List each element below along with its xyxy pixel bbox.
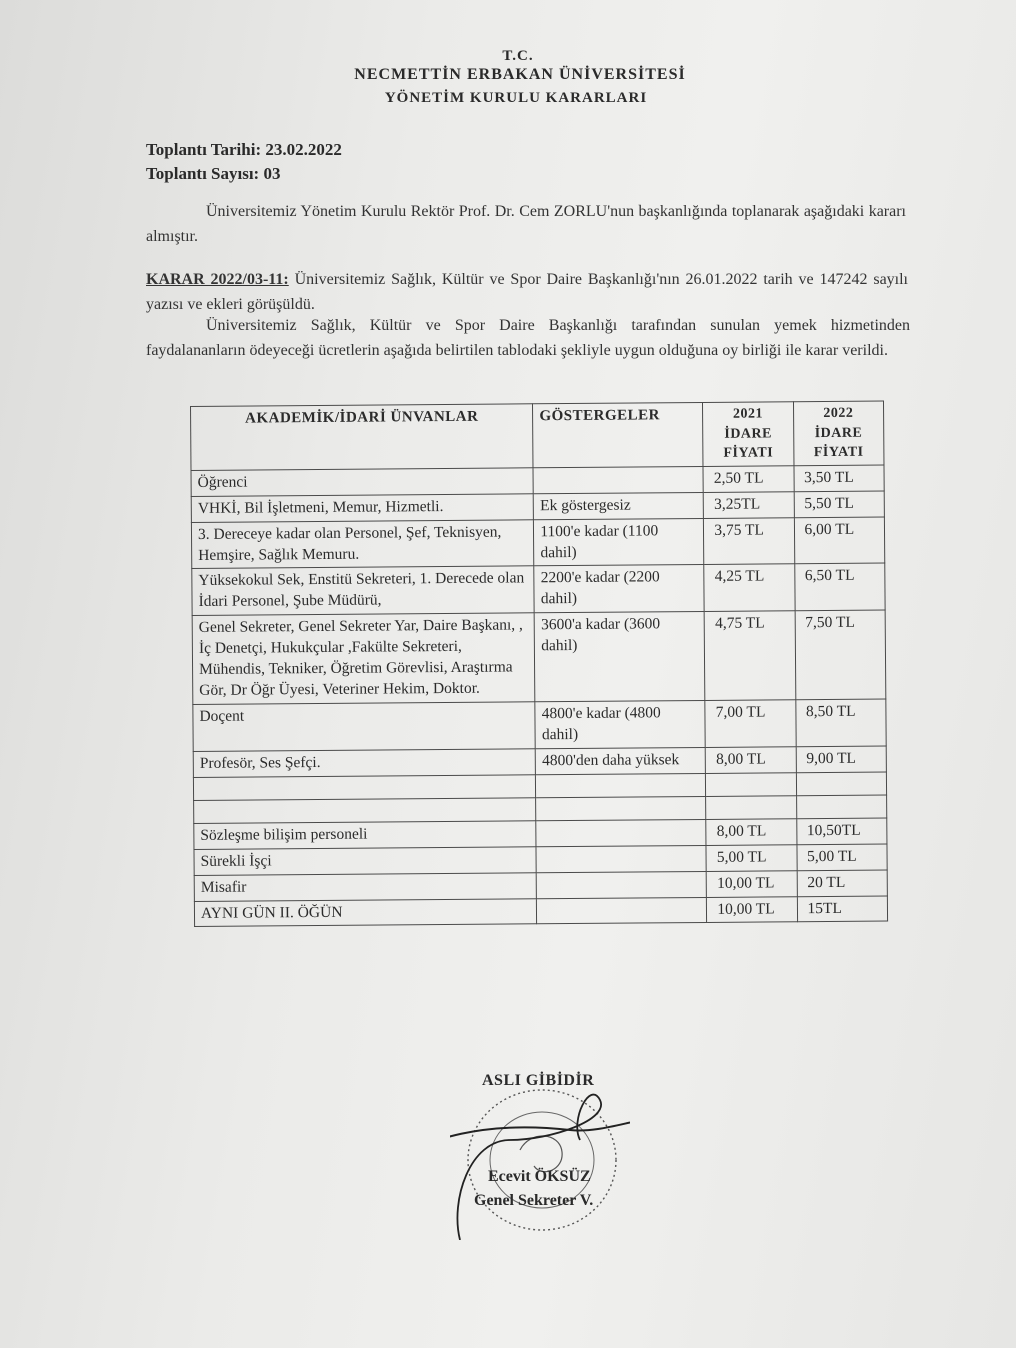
table-row xyxy=(191,517,884,569)
row-indicator: 2200'e kadar (2200 dahil) xyxy=(534,565,704,613)
header-2022: 2022 İDARE FİYATI xyxy=(793,401,884,465)
row-price-2021: 10,00 TL xyxy=(707,896,797,923)
intro-paragraph: Üniversitemiz Yönetim Kurulu Rektör Prof. Dr. Cem ZORLU'nun başkanlığında toplanarak aşağıdaki kararı almıştır. xyxy=(146,203,906,245)
row-price-2021: 5,00 TL xyxy=(706,844,796,871)
row-indicator xyxy=(533,466,703,493)
row-title: Yüksekokul Sek, Enstitü Sekreteri, 1. Derecede olan İdari Personel, Şube Müdürü, xyxy=(192,566,535,616)
row-title: 3. Dereceye kadar olan Personel, Şef, Teknisyen, Hemşire, Sağlık Memuru. xyxy=(191,519,534,569)
row-price-2021: 8,00 TL xyxy=(706,819,796,846)
row-price-2021: 8,00 TL xyxy=(706,747,796,774)
resolution-paragraph: Üniversitemiz Sağlık, Kültür ve Spor Daire Başkanlığı tarafından sunulan yemek hizmetinden faydalananların ödeyeceği ücretlerin aşağıda belirtilen tablodaki şekliyle uygun olduğuna oy birliği ile karar verildi. xyxy=(146,317,910,359)
row-indicator xyxy=(537,871,707,898)
header-2021: 2021 İDARE FİYATI xyxy=(703,402,794,466)
row-indicator xyxy=(536,845,706,872)
table-row xyxy=(193,699,886,751)
table-row xyxy=(192,564,885,616)
stamp-text: ASLI GİBİDİR xyxy=(482,1072,595,1089)
decision-label: KARAR 2022/03-11: xyxy=(146,271,289,288)
row-price-2022: 20 TL xyxy=(797,870,888,897)
row-price-2022 xyxy=(796,772,887,796)
row-price-2021: 3,25TL xyxy=(704,491,794,518)
row-price-2022: 5,50 TL xyxy=(794,491,885,518)
row-title: Misafir xyxy=(194,872,537,901)
row-price-2021 xyxy=(706,796,796,820)
signatory-name: Ecevit ÖKSÜZ xyxy=(488,1168,591,1185)
row-price-2021: 4,25 TL xyxy=(704,564,795,612)
meeting-date: Toplantı Tarihi: 23.02.2022 xyxy=(146,140,342,159)
row-indicator: 1100'e kadar (1100 dahil) xyxy=(534,518,704,566)
row-price-2021: 2,50 TL xyxy=(703,466,793,493)
row-price-2022 xyxy=(796,795,887,819)
row-title: Öğrenci xyxy=(191,468,534,497)
meeting-number: Toplantı Sayısı: 03 xyxy=(146,164,281,183)
row-price-2022: 8,50 TL xyxy=(795,699,886,747)
table-row xyxy=(192,610,886,704)
row-price-2021: 4,75 TL xyxy=(704,611,795,700)
row-title: Genel Sekreter, Genel Sekreter Yar, Daire Başkanı, , İç Denetçi, Hukukçular ,Fakülte Sekreteri, Mühendis, Tekniker, Öğretim Görevlisi, Araştırma Gör, Dr Öğr Üyesi, Veteriner Hekim, Doktor. xyxy=(192,613,535,704)
row-price-2022: 15TL xyxy=(797,896,888,923)
row-title: Doçent xyxy=(193,702,536,752)
row-price-2022: 9,00 TL xyxy=(796,746,887,773)
row-price-2022: 5,00 TL xyxy=(796,844,887,871)
row-price-2022: 10,50TL xyxy=(796,818,887,845)
row-indicator: Ek göstergesiz xyxy=(534,492,704,519)
header-title: AKADEMİK/İDARİ ÜNVANLAR xyxy=(191,404,534,470)
header-board: YÖNETİM KURULU KARARLARI xyxy=(384,90,648,106)
row-indicator: 4800'e kadar (4800 dahil) xyxy=(535,700,705,748)
fee-table xyxy=(190,401,888,928)
header-indicator: GÖSTERGELER xyxy=(533,402,703,467)
decision-text: Üniversitemiz Sağlık, Kültür ve Spor Daire Başkanlığı'nın 26.01.2022 tarih ve 147242 sayılı yazısı ve ekleri görüşüldü. xyxy=(146,271,909,313)
row-title xyxy=(194,798,537,824)
header-tc: T.C. xyxy=(502,48,534,64)
decision-paragraph xyxy=(146,268,908,318)
row-price-2021: 7,00 TL xyxy=(705,700,796,748)
row-indicator xyxy=(536,819,706,846)
row-price-2021: 3,75 TL xyxy=(704,517,795,565)
row-indicator: 3600'a kadar (3600 dahil) xyxy=(534,612,705,702)
table-row xyxy=(194,896,887,927)
row-indicator: 4800'den daha yüksek xyxy=(536,747,706,774)
row-title: AYNI GÜN II. ÖĞÜN xyxy=(194,898,537,927)
row-title: VHKİ, Bil İşletmeni, Memur, Hizmetli. xyxy=(191,494,534,523)
row-indicator xyxy=(537,897,707,924)
row-indicator xyxy=(536,796,706,820)
row-title xyxy=(193,775,536,801)
row-price-2022: 6,50 TL xyxy=(794,564,885,612)
row-price-2022: 3,50 TL xyxy=(794,465,885,492)
row-title: Sözleşme bilişim personeli xyxy=(194,821,537,850)
fee-table-header xyxy=(191,401,884,470)
row-price-2021 xyxy=(706,773,796,797)
header-university: NECMETTİN ERBAKAN ÜNİVERSİTESİ xyxy=(354,66,686,83)
row-title: Sürekli İşçi xyxy=(194,846,537,875)
row-price-2022: 6,00 TL xyxy=(794,517,885,565)
signatory-role: Genel Sekreter V. xyxy=(474,1192,594,1209)
row-price-2022: 7,50 TL xyxy=(795,610,886,699)
official-seal xyxy=(450,1080,630,1240)
row-title: Profesör, Ses Şefçi. xyxy=(193,749,536,778)
row-price-2021: 10,00 TL xyxy=(706,870,796,897)
fee-table-body xyxy=(191,465,888,927)
row-indicator xyxy=(536,773,706,797)
